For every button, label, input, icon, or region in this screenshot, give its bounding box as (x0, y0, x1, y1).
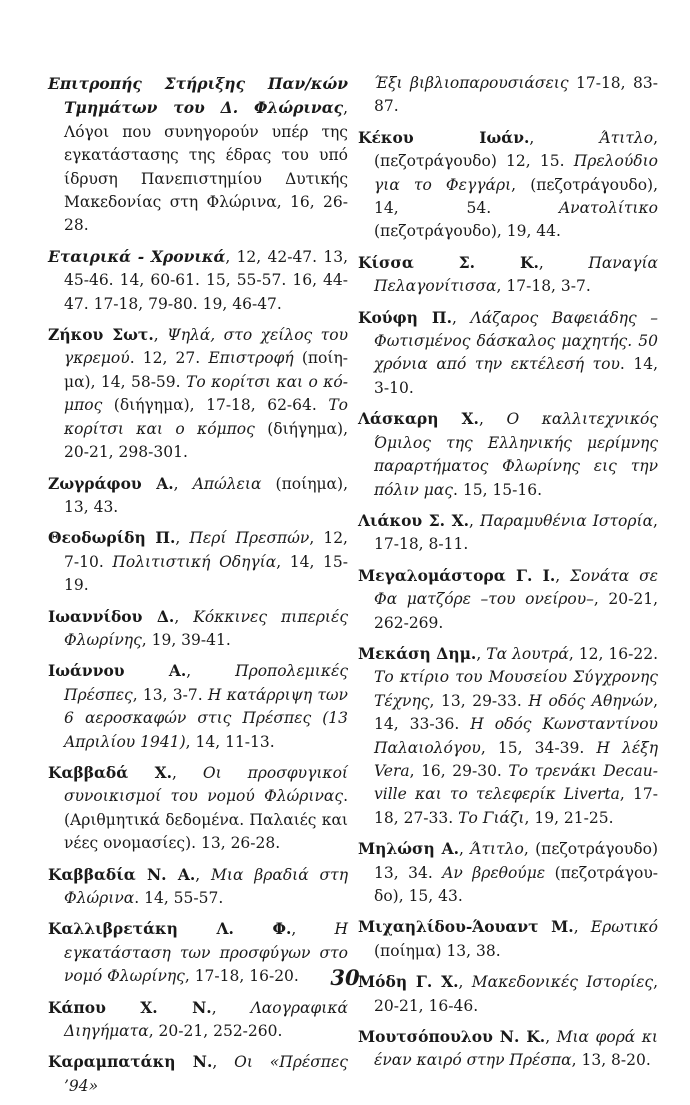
index-entry (358, 126, 658, 244)
author-name: Μεκάση Δημ. (358, 643, 477, 663)
citation-text: , 20-21, 262-269. (374, 590, 658, 632)
citation-text: (πεζοτράγουδο), 15, 43. (374, 863, 658, 905)
author-name: Ζήκου Σωτ. (48, 325, 154, 345)
author-name: Λάσκαρη Χ. (358, 409, 479, 429)
index-entry (358, 1025, 658, 1073)
work-title: Προπολεμικές Πρέσπες (64, 662, 348, 704)
work-title: Λαογραφικά Διηγήματα (64, 998, 348, 1041)
author-name: Επιτροπής Στήριξης Παν/κών Τμημάτων του Δ. Φλώρινας (48, 74, 348, 118)
index-entry (358, 509, 658, 557)
work-title: Άτιτλο (470, 840, 524, 859)
citation-text: , (πεζοτράγουδο) 12, 15. (374, 128, 658, 171)
citation-text: . 14, 3-10. (374, 355, 658, 397)
work-title: Τα λουτρά (486, 644, 569, 663)
index-entry (358, 251, 658, 299)
work-title: Παναγία Πελαγονίτισσα (374, 253, 658, 296)
author-name: Μουτσόπουλου Ν. Κ. (358, 1027, 546, 1047)
index-entry (48, 472, 348, 520)
author-name: Μηλώση Α. (358, 839, 459, 859)
citation-text: , 14, 15-19. (64, 552, 348, 595)
citation-text: , 17-18, 8-11. (374, 511, 658, 554)
work-title: Επιστροφή (208, 349, 294, 368)
author-name: Θεοδωρίδη Π. (48, 528, 176, 548)
citation-text: (διήγημα), 20-21, 298-301. (64, 419, 348, 462)
work-title: Η λέξη Vera (374, 738, 658, 780)
work-title: Απώλεια (192, 474, 262, 493)
citation-text: , 20-21, 16-46. (374, 973, 659, 1015)
work-title: Η οδός Αθηνών (528, 691, 654, 710)
author-name: Εταιρικά - Χρονικά (48, 246, 226, 266)
citation-text: (ποίημα) 13, 38. (374, 941, 501, 960)
citation-text: , 15, 34-39. (480, 738, 597, 757)
citation-text: (πεζοτράγουδο), 19, 44. (374, 222, 561, 241)
index-entry-continuation (358, 72, 658, 119)
author-name: Καλλιβρετάκη Λ. Φ. (48, 919, 292, 939)
author-name: Ζωγράφου Α. (48, 473, 174, 493)
work-title: Σονάτα σε Φα ματζόρε –του ονείρου– (374, 566, 658, 609)
work-title: Η εγκατάσταση των προσφύγων στο νομό Φλωρίνης (64, 920, 348, 986)
citation-text: . (Αριθμητικά δεδομένα. Παλαιές και νέες ονομασίες). 13, 26-28. (64, 787, 348, 853)
citation-text: , (211, 998, 251, 1017)
work-title: Μακεδονικές Ιστορίες (471, 973, 654, 992)
citation-text: , (529, 128, 600, 147)
citation-text: , (174, 607, 194, 626)
work-title: Ο καλλιτεχνικός Όμιλος της Ελληνικής μερίμνης παραρτήματος Φλωρίνης εις την πόλιν μας (374, 410, 659, 499)
author-name: Κάπου Χ. Ν. (48, 997, 212, 1017)
index-entry (48, 996, 348, 1044)
index-entry (48, 659, 348, 754)
citation-text: , 12, 42-47. 13, 45-46. 14, 60-61. 15, 55-57. 16, 44-47. 17-18, 79-80. 19, 46-47. (64, 247, 348, 313)
author-name: Κίσσα Σ. Κ. (358, 252, 539, 272)
work-title: Μια φορά κι έναν καιρό στην Πρέσπα (374, 1028, 658, 1070)
author-name: Μεγαλομάστορα Γ. Ι. (358, 565, 556, 585)
index-entry (48, 245, 348, 316)
index-entry (48, 323, 348, 464)
work-title: Παραμυθένια Ιστορία (480, 511, 654, 530)
citation-text: , (195, 865, 212, 884)
citation-text: (ποίημα), 14, 58-59. (64, 349, 348, 391)
work-title: Ανατολίτικο (558, 199, 658, 218)
citation-text: , 20-21, 252-260. (148, 1022, 283, 1041)
work-title: Το κορίτσι και ο κόμπος (64, 396, 348, 438)
author-name: Κέκου Ιωάν. (358, 127, 530, 147)
work-title: Ψηλά, στο χείλος του γκρεμού (64, 326, 348, 368)
citation-text: , (478, 410, 507, 429)
citation-text: , (291, 920, 335, 939)
work-title: Το κτίριο του Μουσείου Σύγχρονης Τέχνης (374, 668, 658, 710)
citation-text: , (538, 253, 589, 272)
work-title: Πρελούδιο για το Φεγγάρι (374, 152, 658, 194)
citation-text: (διήγημα), 17-18, 62-64. (102, 396, 329, 415)
author-name: Ιωάννου Α. (48, 661, 187, 681)
citation-text: , (469, 511, 481, 530)
citation-text: , (545, 1028, 557, 1047)
work-title: Κόκκινες πιπεριές Φλωρίνης (64, 607, 349, 649)
work-title: Πολιτιστική Οδηγία (112, 552, 277, 571)
citation-text: , 19, 21-25. (524, 808, 614, 827)
author-name: Λιάκου Σ. Χ. (358, 510, 470, 530)
index-entry (358, 564, 658, 635)
citation-text: 17-18, 83-87. (374, 74, 658, 116)
index-entry (358, 306, 658, 401)
citation-text: , (πεζοτράγουδο), 14, 54. (374, 175, 658, 218)
index-entry (48, 1050, 348, 1098)
index-entry (48, 526, 348, 597)
citation-text: , (476, 644, 487, 663)
work-title: Ερωτικό (590, 918, 659, 937)
citation-text: , 16, 29-30. (409, 761, 509, 780)
citation-text: , 13, 3-7. (132, 685, 208, 704)
work-title: Μια βραδιά στη Φλώρινα (64, 865, 348, 907)
citation-text: , 17-18, 27-33. (374, 785, 658, 827)
work-title: Λάζαρος Βαφειάδης – Φωτισμένος δάσκαλος μαχητής. 50 χρόνια από την εκτέλεσή του (374, 308, 658, 374)
author-name: Καραμπατάκη Ν. (48, 1052, 213, 1072)
author-name: Μόδη Γ. Χ. (358, 972, 459, 992)
citation-text: , (459, 840, 471, 859)
work-title: Έξι βιβλιοπαρουσιάσεις (374, 74, 569, 92)
citation-text: , 19, 39-41. (141, 630, 231, 649)
citation-text: , 13, 8-20. (571, 1051, 651, 1070)
citation-text: , (173, 474, 193, 493)
author-name: Κούφη Π. (358, 307, 452, 327)
page-number: 30 (330, 965, 360, 990)
citation-text: (ποίημα), 13, 43. (64, 474, 348, 516)
work-title: Άτιτλο (599, 128, 654, 147)
citation-text: , Λόγοι που συνηγορούν υπέρ της εγκατάστασης της έδρας του υπό ίδρυση Πανεπιστημίου Δυτικής Μακεδονίας στη Φλώρινα, 16, 26-28. (64, 99, 348, 235)
citation-text: , 14, 11-13. (185, 732, 275, 751)
citation-text: , (555, 566, 571, 585)
citation-text: , (πεζοτράγουδο) 13, 34. (374, 840, 659, 882)
citation-text: . 15, 15-16. (453, 480, 543, 499)
index-entry (358, 407, 658, 502)
index-entry (48, 72, 348, 238)
author-name: Ιωαννίδου Δ. (48, 606, 175, 626)
citation-text: . 12, 27. (129, 349, 209, 368)
work-title: Αν βρεθούμε (442, 863, 546, 882)
author-name: Μιχαηλίδου-Άουαντ Μ. (358, 917, 574, 937)
index-entry (48, 863, 348, 911)
citation-text: , 17-18, 3-7. (496, 277, 591, 296)
work-title: Η κατάρριψη των 6 αεροσκαφών στις Πρέσπες (13 Απριλίου 1941) (64, 685, 348, 751)
work-title: Οι προσφυγικοί συνοικισμοί του νομού Φλώρινας (64, 763, 348, 806)
citation-text: , 12, 7-10. (64, 529, 348, 571)
work-title: Το τρενάκι Decauville και το τελεφερίκ Liverta (374, 761, 659, 804)
citation-text: , (175, 529, 190, 548)
citation-text: , 17-18, 16-20. (184, 967, 299, 986)
author-name: Καββαδά Χ. (48, 762, 173, 782)
citation-text: , (212, 1053, 235, 1072)
work-title: Οι «Πρέσπες ’94» (64, 1053, 348, 1095)
citation-text: , (573, 918, 591, 937)
work-title: Η οδός Κωνσταντίνου Παλαιολόγου (374, 715, 658, 757)
citation-text: , 14, 33-36. (374, 691, 659, 734)
citation-text: , (186, 662, 236, 681)
citation-text: , (172, 763, 203, 782)
author-name: Καββαδία Ν. Α. (48, 864, 196, 884)
citation-text: , 13, 29-33. (429, 691, 529, 710)
index-entry (358, 642, 658, 830)
index-entry (358, 915, 658, 963)
index-entry (48, 761, 348, 856)
work-title: Το κορίτσι και ο κόμπος (64, 372, 348, 415)
citation-text: , (153, 326, 168, 345)
citation-text: , (451, 308, 471, 327)
citation-text: . 14, 55-57. (134, 889, 224, 907)
index-column-right (358, 72, 658, 1080)
work-title: Το Γιάζι (458, 808, 525, 827)
index-column-left (48, 72, 348, 1105)
citation-text: , (458, 973, 472, 992)
index-entry (48, 605, 348, 653)
citation-text: , 12, 16-22. (568, 644, 658, 663)
work-title: Περί Πρεσπών (189, 529, 310, 548)
index-entry (358, 837, 658, 908)
